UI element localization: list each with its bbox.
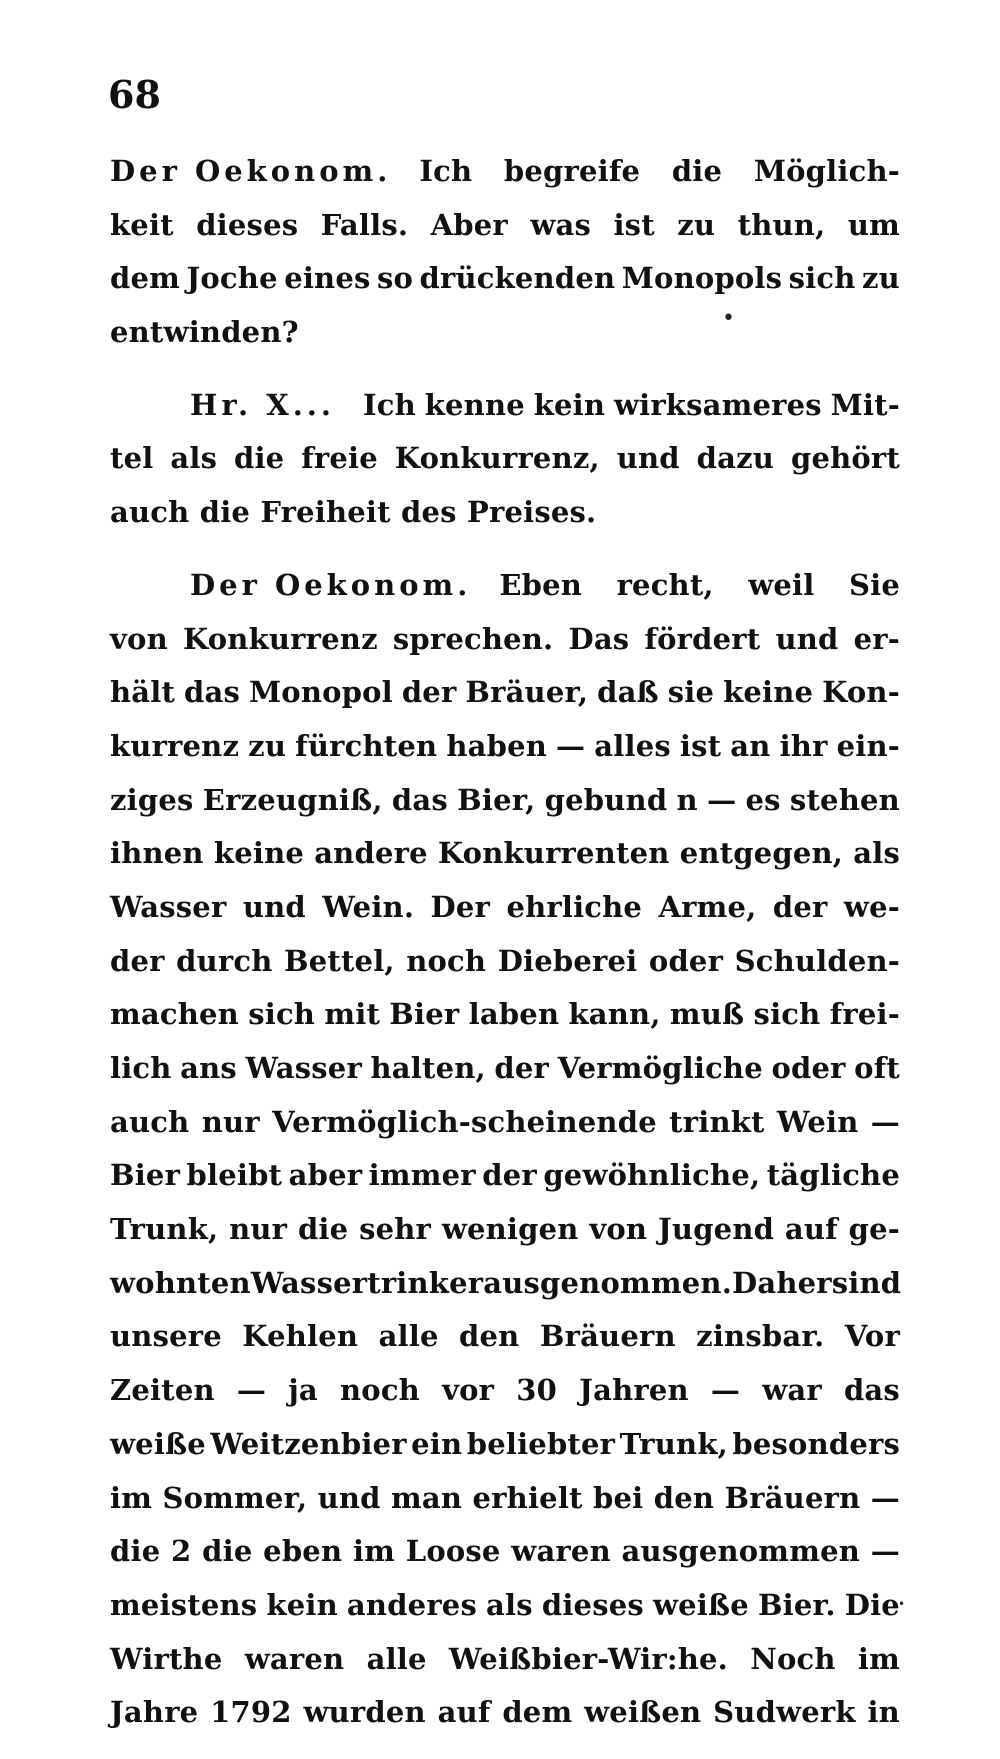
line-text	[110, 1096, 900, 1150]
word: Aber	[430, 207, 508, 242]
word: wenigen	[441, 1212, 579, 1247]
word: ziges	[110, 782, 194, 817]
line-text	[110, 827, 900, 881]
word: Schulden-	[734, 943, 900, 978]
word: sich	[248, 997, 316, 1032]
word: weiße	[652, 1587, 749, 1622]
word: zu	[861, 261, 900, 296]
word: und	[775, 621, 839, 656]
word: 1792	[210, 1695, 292, 1730]
line-text	[110, 1686, 900, 1740]
word: ausgenommen.	[483, 1265, 732, 1300]
word: in	[867, 1695, 900, 1730]
word: die	[233, 441, 285, 476]
text-line	[110, 379, 900, 433]
word: 30	[516, 1373, 558, 1408]
word: Bettel,	[284, 943, 395, 978]
word: Bier	[389, 997, 460, 1032]
word: mit	[324, 997, 381, 1032]
word: Arme,	[658, 889, 757, 924]
word: Monopols	[621, 261, 783, 296]
word: wirksameres	[613, 387, 822, 422]
word: muß	[669, 997, 745, 1032]
text-line	[110, 306, 900, 360]
word: zu	[248, 728, 287, 763]
word: gehört	[790, 441, 900, 476]
word: stehen	[789, 782, 900, 817]
word: weiße	[110, 1426, 206, 1461]
word: Ich	[363, 387, 416, 422]
word: —	[870, 1480, 900, 1515]
paragraph-1	[110, 145, 900, 360]
word: oder	[648, 943, 724, 978]
word: die	[671, 154, 723, 188]
word: gebund	[544, 782, 668, 817]
word: wohnten	[110, 1265, 251, 1300]
word: erhielt	[472, 1480, 583, 1515]
word: ein	[411, 1426, 463, 1461]
line-text	[110, 935, 900, 989]
word: begreife	[503, 154, 641, 188]
word: Weitzenbier	[210, 1426, 407, 1461]
word: aber	[288, 1158, 363, 1193]
word: Bier,	[457, 782, 536, 817]
word: an	[730, 728, 771, 763]
text-line	[110, 145, 900, 199]
line-text	[110, 613, 900, 667]
text-line	[110, 720, 900, 774]
word: oder	[771, 1051, 846, 1085]
line-text	[110, 1364, 900, 1418]
text-line	[110, 1525, 900, 1579]
word: der	[482, 1158, 537, 1193]
word: Noch	[750, 1641, 836, 1676]
word: auch	[110, 1104, 190, 1139]
line-text: entwinden?	[110, 315, 299, 350]
word: von	[110, 621, 168, 656]
speaker-label: Der Oekonom.	[190, 567, 472, 602]
word: der	[401, 675, 457, 710]
word: kann,	[568, 997, 661, 1032]
word: freie	[301, 441, 378, 476]
word: dem	[110, 261, 181, 296]
word: ist	[613, 207, 655, 242]
word: Wein	[776, 1104, 859, 1139]
word: 2	[171, 1534, 192, 1569]
word: vor	[442, 1373, 495, 1408]
text-line	[110, 881, 900, 935]
word: im	[857, 1641, 900, 1676]
text-line	[110, 199, 900, 253]
word: trinkt	[669, 1104, 765, 1139]
text-line	[110, 1686, 900, 1740]
word: sie	[667, 675, 715, 710]
word: im	[110, 1480, 153, 1515]
word: —	[870, 1534, 900, 1569]
word: ihr	[779, 728, 828, 763]
word: nur	[229, 1212, 288, 1247]
word: der	[772, 889, 828, 924]
word: Kon-	[822, 675, 900, 710]
word: der	[494, 1051, 549, 1085]
word: Jahren	[579, 1373, 689, 1408]
word: ans	[180, 1051, 237, 1085]
text-line	[110, 1096, 900, 1150]
word: ausgenommen	[621, 1534, 861, 1569]
word: die	[110, 1534, 161, 1569]
text-line	[110, 827, 900, 881]
line-text	[110, 1149, 900, 1203]
page-text	[110, 145, 900, 1759]
word: —	[236, 1373, 267, 1408]
word: kein	[266, 1587, 338, 1622]
word: sind	[831, 1265, 902, 1300]
text-line	[110, 613, 900, 667]
line-text	[110, 881, 900, 935]
word: den	[653, 1480, 715, 1515]
word: von	[589, 1212, 648, 1247]
word: Konkurrenz,	[394, 441, 600, 476]
word: der	[110, 943, 165, 978]
word: Der	[430, 889, 491, 924]
word: noch	[406, 943, 487, 978]
line-text	[363, 379, 900, 433]
text-line	[110, 1042, 900, 1096]
text-line	[110, 486, 900, 540]
word: was	[530, 207, 592, 242]
word: ist	[679, 728, 722, 763]
text-line	[110, 935, 900, 989]
word: tägliche	[766, 1158, 900, 1193]
word: entgegen,	[679, 836, 844, 871]
word: kurrenz	[110, 728, 240, 763]
word: Konkurrenz	[183, 621, 378, 656]
word: man	[391, 1480, 463, 1515]
word: dieses	[196, 207, 299, 242]
page-number: 68	[108, 72, 161, 117]
word: keine	[723, 675, 814, 710]
text-line	[110, 1203, 900, 1257]
word: sprechen.	[392, 621, 554, 656]
line-text	[110, 774, 900, 828]
word: fürchten	[295, 728, 438, 763]
line-text	[110, 1418, 900, 1472]
word: und	[242, 889, 306, 924]
text-line	[110, 432, 900, 486]
paragraph-2	[110, 379, 900, 540]
line-text	[110, 1310, 900, 1364]
word: anderes	[346, 1587, 477, 1622]
speaker-label: Hr. X...	[190, 387, 335, 422]
line-text	[110, 1042, 900, 1096]
word: zinsbar.	[696, 1319, 825, 1354]
word: wurden	[303, 1695, 426, 1730]
line-text	[110, 1472, 900, 1526]
word: Wasser	[110, 889, 227, 924]
word: den	[459, 1319, 520, 1354]
word: Wasser	[245, 1051, 362, 1085]
word: Das	[568, 621, 630, 656]
word: drückenden	[419, 261, 616, 296]
line-text	[110, 432, 900, 486]
word: die	[297, 1212, 349, 1247]
word: sich	[753, 997, 821, 1032]
text-line	[110, 1364, 900, 1418]
word: Dieberei	[497, 943, 638, 978]
line-text	[110, 988, 900, 1042]
word: ihnen	[110, 836, 204, 871]
line-text	[110, 1579, 900, 1633]
line-text	[499, 559, 900, 613]
word: Kehlen	[242, 1319, 359, 1354]
word: Daher	[732, 1265, 832, 1300]
line-text	[110, 666, 900, 720]
word: Eben	[499, 567, 583, 602]
word: sehr	[359, 1212, 432, 1247]
word: Sudwerk	[713, 1695, 856, 1730]
word: Sommer,	[162, 1480, 308, 1515]
word: sich	[788, 261, 856, 296]
word: Wirthe	[110, 1641, 223, 1676]
text-line	[110, 666, 900, 720]
word: eines	[284, 261, 371, 296]
text-line	[110, 1579, 900, 1633]
word: thun,	[737, 207, 826, 242]
word: ge-	[848, 1212, 900, 1247]
word: weil	[748, 567, 815, 602]
word: Trunk,	[619, 1426, 728, 1461]
word: kein	[533, 387, 606, 422]
word: zu	[677, 207, 716, 242]
word: es	[745, 782, 781, 817]
line-text	[110, 1257, 901, 1311]
word: Vermöglich-scheinende	[272, 1104, 657, 1139]
word: gewöhnliche,	[543, 1158, 761, 1193]
line-text	[110, 199, 900, 253]
word: Trunk,	[110, 1212, 219, 1247]
text-line	[110, 1310, 900, 1364]
word: Jahre	[110, 1695, 199, 1730]
word: Vermögliche	[557, 1051, 763, 1085]
word: andere	[314, 836, 428, 871]
text-line	[110, 774, 900, 828]
word: Erzeugniß,	[202, 782, 383, 817]
word: Möglich-	[753, 154, 900, 188]
word: dem	[502, 1695, 573, 1730]
speaker-label: Der Oekonom.	[110, 154, 392, 188]
word: noch	[340, 1373, 420, 1408]
word: waren	[244, 1641, 345, 1676]
word: Bräuer,	[465, 675, 589, 710]
word: immer	[368, 1158, 476, 1193]
word: um	[847, 207, 900, 242]
word: auf	[437, 1695, 491, 1730]
word: waren	[511, 1534, 611, 1569]
word: Bräuern	[724, 1480, 861, 1515]
line-text	[110, 252, 900, 306]
word: und	[317, 1480, 381, 1515]
word: als	[486, 1587, 533, 1622]
word: er-	[853, 621, 900, 656]
word: Bier.	[757, 1587, 836, 1622]
ink-speck: •	[898, 1597, 906, 1611]
word: ein-	[836, 728, 900, 763]
line-text: auch die Freiheit des Preises.	[110, 495, 597, 530]
word: recht,	[616, 567, 714, 602]
word: ehrliche	[506, 889, 643, 924]
word: die	[202, 1534, 253, 1569]
word: und	[616, 441, 680, 476]
text-line	[110, 559, 900, 613]
word: kenne	[424, 387, 525, 422]
word: laben	[468, 997, 560, 1032]
word: —	[707, 782, 737, 817]
word: alle	[378, 1319, 439, 1354]
word: n	[676, 782, 698, 817]
ink-speck: •	[722, 306, 735, 331]
word: das	[843, 1373, 900, 1408]
word: Bier	[110, 1158, 181, 1193]
text-line	[110, 1257, 900, 1311]
text-line	[110, 252, 900, 306]
line-text	[110, 1633, 900, 1687]
word: Jugend	[658, 1212, 775, 1247]
word: nur	[201, 1104, 260, 1139]
word: Weißbier-Wir:he.	[448, 1641, 728, 1676]
word: Falls.	[320, 207, 409, 242]
text-line	[110, 1472, 900, 1526]
word: Die	[844, 1587, 900, 1622]
word: als	[170, 441, 218, 476]
word: machen	[110, 997, 239, 1032]
word: dieses	[541, 1587, 644, 1622]
line-text	[110, 1525, 900, 1579]
word: alles	[594, 728, 671, 763]
word: war	[762, 1373, 822, 1408]
text-line	[110, 1418, 900, 1472]
word: dazu	[696, 441, 775, 476]
word: Konkurrenten	[437, 836, 670, 871]
word: —	[870, 1104, 900, 1139]
line-text	[110, 720, 900, 774]
word: lich	[110, 1051, 172, 1085]
word: —	[710, 1373, 741, 1408]
word: Wassertrinker	[250, 1265, 484, 1300]
word: als	[853, 836, 900, 871]
word: durch	[176, 943, 273, 978]
word: Monopol	[248, 675, 393, 710]
word: Zeiten	[110, 1373, 215, 1408]
word: ja	[288, 1373, 318, 1408]
line-text	[110, 1203, 900, 1257]
paragraph-3	[110, 559, 900, 1740]
word: Vor	[844, 1319, 900, 1354]
word: halten,	[370, 1051, 486, 1085]
text-line	[110, 1633, 900, 1687]
text-line	[110, 1149, 900, 1203]
word: we-	[843, 889, 900, 924]
word: Sie	[848, 567, 900, 602]
word: alle	[366, 1641, 427, 1676]
word: tel	[110, 441, 154, 476]
word: frei-	[829, 997, 900, 1032]
line-text	[419, 145, 900, 199]
word: weißen	[584, 1695, 702, 1730]
word: oft	[854, 1051, 900, 1085]
word: Bräuern	[539, 1319, 676, 1354]
word: eben	[263, 1534, 343, 1569]
word: auf	[784, 1212, 838, 1247]
word: meistens	[110, 1587, 258, 1622]
word: unsere	[110, 1319, 222, 1354]
word: hält	[110, 675, 176, 710]
word: keit	[110, 207, 174, 242]
word: so	[376, 261, 414, 296]
word: fördert	[644, 621, 761, 656]
word: keine	[213, 836, 305, 871]
word: Loose	[405, 1534, 501, 1569]
word: beliebter	[466, 1426, 616, 1461]
word: Wein.	[322, 889, 415, 924]
word: Ich	[419, 154, 473, 188]
word: im	[352, 1534, 396, 1569]
word: das	[184, 675, 241, 710]
word: das	[391, 782, 448, 817]
word: besonders	[732, 1426, 900, 1461]
word: haben	[446, 728, 547, 763]
word: —	[556, 728, 586, 763]
word: bleibt	[186, 1158, 283, 1193]
text-line	[110, 988, 900, 1042]
word: daß	[597, 675, 659, 710]
word: Mit-	[830, 387, 900, 422]
word: Joche	[186, 261, 278, 296]
word: bei	[593, 1480, 644, 1515]
